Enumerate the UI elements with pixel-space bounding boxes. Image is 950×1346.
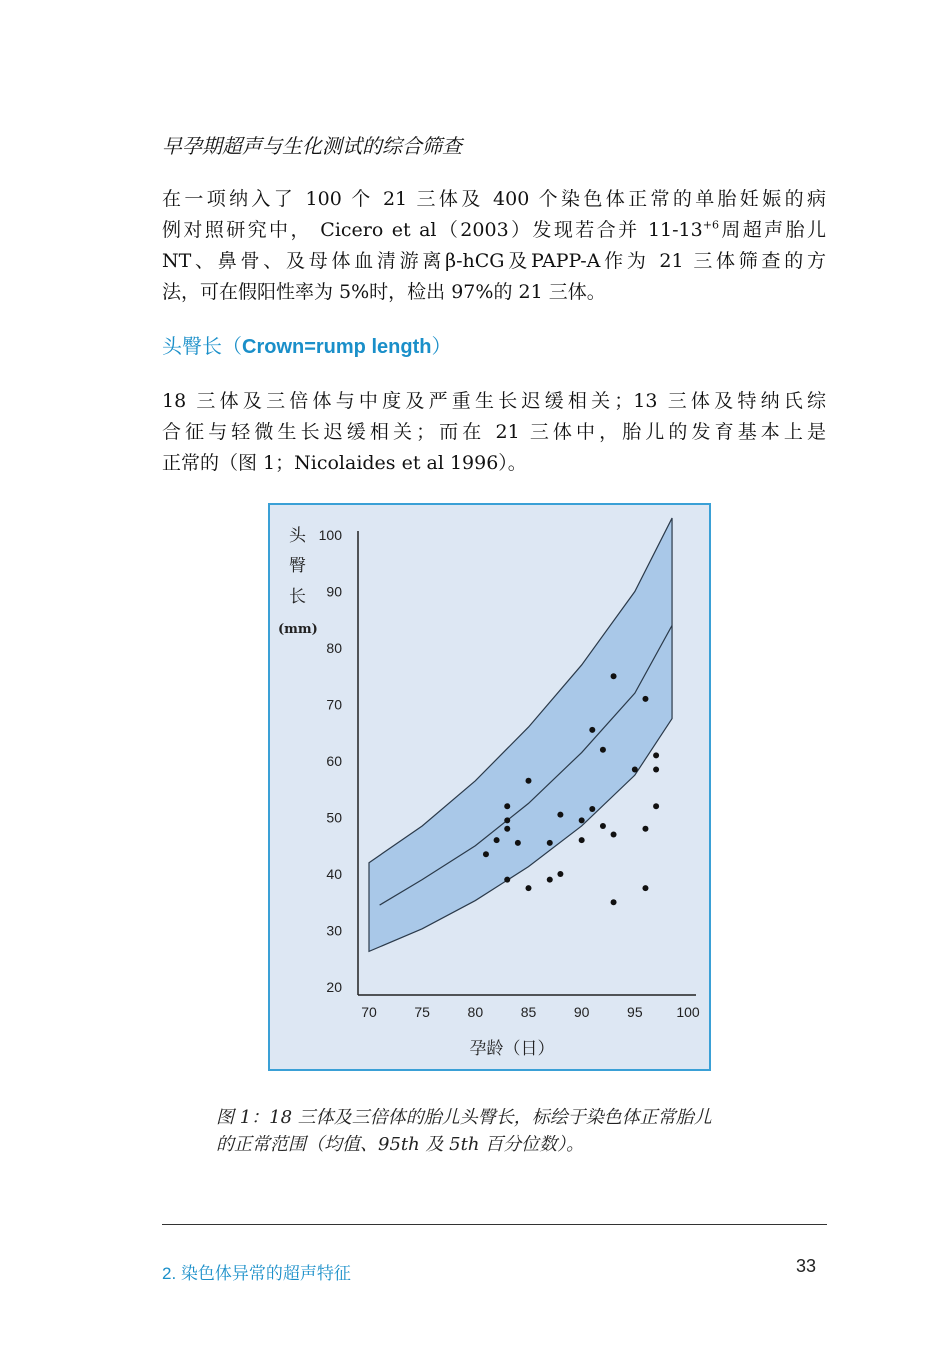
y-tick-label: 50 (326, 809, 342, 826)
data-point (526, 885, 532, 891)
data-point (653, 766, 659, 772)
data-point (600, 747, 606, 753)
data-point (579, 837, 585, 843)
percentile-band (369, 518, 672, 951)
crl-chart-svg (270, 505, 709, 1069)
section-heading-crl (162, 330, 451, 359)
data-point (504, 826, 510, 832)
section-title: 早孕期超声与生化测试的综合筛查 (162, 134, 462, 158)
data-point (589, 727, 595, 733)
data-point (579, 817, 585, 823)
y-axis-label-char-2: 臀 (289, 556, 306, 576)
x-tick-label: 100 (676, 1004, 700, 1020)
para2-line1: 18 三体及三倍体与中度及严重生长迟缓相关；13 三体及特纳氏综 (162, 390, 826, 412)
data-point (557, 871, 563, 877)
data-point (653, 752, 659, 758)
caption-line2: 的正常范围（均值、95th 及 5th 百分位数）。 (216, 1134, 585, 1155)
para2-line3: 正常的（图 1；Nicolaides et al 1996）。 (162, 452, 527, 474)
data-point (611, 899, 617, 905)
data-point (547, 877, 553, 883)
para1-line4: 法，可在假阳性率为 5%时，检出 97%的 21 三体。 (162, 281, 606, 303)
y-tick-label: 90 (326, 583, 342, 600)
y-tick-label: 30 (326, 922, 342, 939)
paragraph-screening (162, 184, 826, 308)
para1-line1: 在一项纳入了 100 个 21 三体及 400 个染色体正常的单胎妊娠的病 (162, 188, 826, 210)
y-tick-label: 80 (326, 640, 342, 656)
data-point (515, 840, 521, 846)
data-point (632, 766, 638, 772)
x-tick-label: 70 (361, 1004, 377, 1020)
data-point (557, 812, 563, 818)
heading-close: ） (431, 336, 452, 358)
x-tick-label: 75 (414, 1004, 430, 1020)
x-tick-label: 90 (573, 1004, 590, 1020)
figure-crl-chart (268, 503, 711, 1071)
data-point (642, 885, 648, 891)
y-axis-label-char-1: 头 (289, 526, 306, 546)
data-point (600, 823, 606, 829)
data-point (653, 803, 659, 809)
superscript: +6 (702, 218, 719, 232)
data-point (642, 826, 648, 832)
para2-line2: 合征与轻微生长迟缓相关；而在 21 三体中，胎儿的发育基本上是 (162, 421, 826, 443)
para1-line2 (162, 215, 826, 246)
y-tick-label: 20 (326, 979, 342, 995)
x-tick-label: 95 (627, 1004, 643, 1020)
footer-divider (162, 1224, 827, 1225)
y-tick-label: 60 (326, 753, 342, 769)
y-tick-label: 100 (318, 527, 342, 543)
para1-line3: NT、鼻骨、及母体血清游离β-hCG及PAPP-A作为 21 三体筛查的方 (162, 250, 826, 272)
data-point (642, 696, 648, 702)
data-point (526, 778, 532, 784)
page-number: 33 (796, 1256, 817, 1276)
heading-en: Crown=rump length (242, 336, 432, 358)
y-tick-label: 40 (326, 866, 342, 882)
data-point (611, 673, 617, 679)
figure-caption (216, 1104, 776, 1158)
x-axis-label: 孕龄（日） (469, 1039, 555, 1059)
y-axis-unit: (mm) (278, 622, 318, 637)
y-tick-label: 70 (326, 696, 342, 713)
paragraph-growth (162, 386, 826, 479)
para1-line2-tail: 周超声胎儿 (718, 219, 826, 241)
data-point (504, 803, 510, 809)
para1-line2-text: 例对照研究中， Cicero et al（2003）发现若合并 11-13 (162, 219, 703, 241)
data-point (504, 817, 510, 823)
data-point (547, 840, 553, 846)
footer-chapter-title: 2. 染色体异常的超声特征 (162, 1264, 351, 1283)
data-point (589, 806, 595, 812)
data-point (494, 837, 500, 843)
x-tick-label: 85 (520, 1004, 537, 1020)
y-axis-label-char-3: 长 (289, 587, 306, 607)
x-tick-label: 80 (467, 1004, 484, 1020)
data-point (504, 877, 510, 883)
caption-line1: 图 1：18 三体及三倍体的胎儿头臀长，标绘于染色体正常胎儿 (216, 1107, 712, 1128)
data-point (483, 851, 489, 857)
data-point (611, 831, 617, 837)
heading-cn: 头臀长（ (162, 336, 242, 358)
